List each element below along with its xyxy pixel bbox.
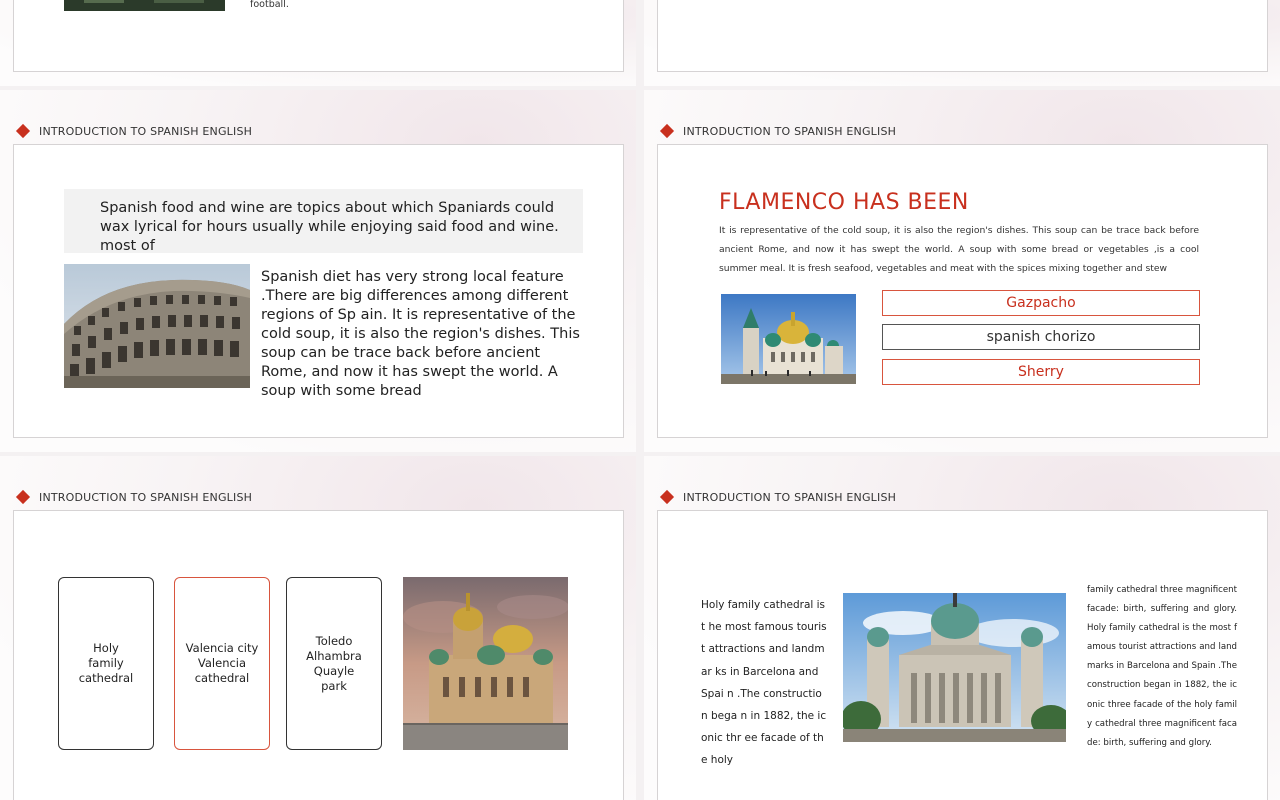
slide-6[interactable]	[644, 456, 1280, 800]
slide-5[interactable]	[0, 456, 636, 800]
slide-3-card	[13, 144, 624, 438]
slide-4-paragraph: It is representative of the cold soup, it is also the region's dishes. This soup can be trace back before ancient Rome, and now it has swept the world. A soup with some bread or vegetables ,is a cool summer meal. It is fresh seafood, vegetables and meat with the spices mixing together and stew	[719, 225, 1199, 274]
cathedral-photo	[721, 294, 856, 384]
place-card-valencia[interactable]: Valencia city Valencia cathedral	[174, 577, 270, 750]
slide-2-card	[657, 0, 1268, 72]
slide-3-header	[18, 123, 252, 139]
slide-header-label: INTRODUCTION TO SPANISH ENGLISH	[683, 124, 897, 138]
slide-6-left-text: Holy family cathedral is t he most famous tourist attractions and landmar ks in Barcelona and Spai n .The construction bega n in 1882, the iconic thr ee facade of the holy	[701, 599, 827, 767]
slide-2[interactable]	[644, 0, 1280, 86]
quote-box	[64, 189, 583, 253]
diamond-bullet-icon	[16, 124, 30, 138]
slide-1[interactable]	[0, 0, 636, 86]
orthodox-cathedral-photo	[403, 577, 568, 750]
domed-basilica-photo	[843, 593, 1066, 742]
slide-1-photo	[64, 0, 225, 11]
option-spanish-chorizo[interactable]: spanish chorizo	[882, 324, 1200, 350]
slide-3[interactable]	[0, 90, 636, 452]
slide-4-header	[662, 123, 896, 139]
option-sherry[interactable]: Sherry	[882, 359, 1200, 385]
slide-3-body-text: Spanish diet has very strong local feature .There are big differences among different regions of Sp ain. It is representative of the cold soup, it is also the region's dishes. This soup can be trace back before ancient Rome, and now it has swept the world. A soup with some bread	[261, 269, 580, 399]
colosseum-photo	[64, 264, 250, 388]
slide-header-label: INTRODUCTION TO SPANISH ENGLISH	[39, 490, 253, 504]
slide-4-title: FLAMENCO HAS BEEN	[719, 190, 969, 215]
place-card-holy-family[interactable]: Holy family cathedral	[58, 577, 154, 750]
slide-1-caption: football.	[250, 0, 289, 10]
option-gazpacho[interactable]: Gazpacho	[882, 290, 1200, 316]
slide-header-label: INTRODUCTION TO SPANISH ENGLISH	[683, 490, 897, 504]
slide-5-card	[13, 510, 624, 800]
slide-6-header	[662, 489, 896, 505]
slide-6-right-text: family cathedral three magnificent facade: birth, suffering and glory. Holy family cathedral is the most f amous tourist attractions and land marks in Barcelona and Spain .The construction began in 1882, the ic onic three facade of the holy famil y cathedral three magnificent faca de: birth, suffering and glory.	[1087, 585, 1237, 748]
diamond-bullet-icon	[16, 490, 30, 504]
diamond-bullet-icon	[660, 124, 674, 138]
quote-text: Spanish food and wine are topics about which Spaniards could wax lyrical for hours usually while enjoying said food and wine. most of	[100, 200, 559, 254]
slide-4-card	[657, 144, 1268, 438]
slide-4[interactable]	[644, 90, 1280, 452]
slide-1-card	[13, 0, 624, 72]
slide-6-card	[657, 510, 1268, 800]
place-card-toledo[interactable]: Toledo Alhambra Quayle park	[286, 577, 382, 750]
diamond-bullet-icon	[660, 490, 674, 504]
slide-5-header	[18, 489, 252, 505]
slide-header-label: INTRODUCTION TO SPANISH ENGLISH	[39, 124, 253, 138]
